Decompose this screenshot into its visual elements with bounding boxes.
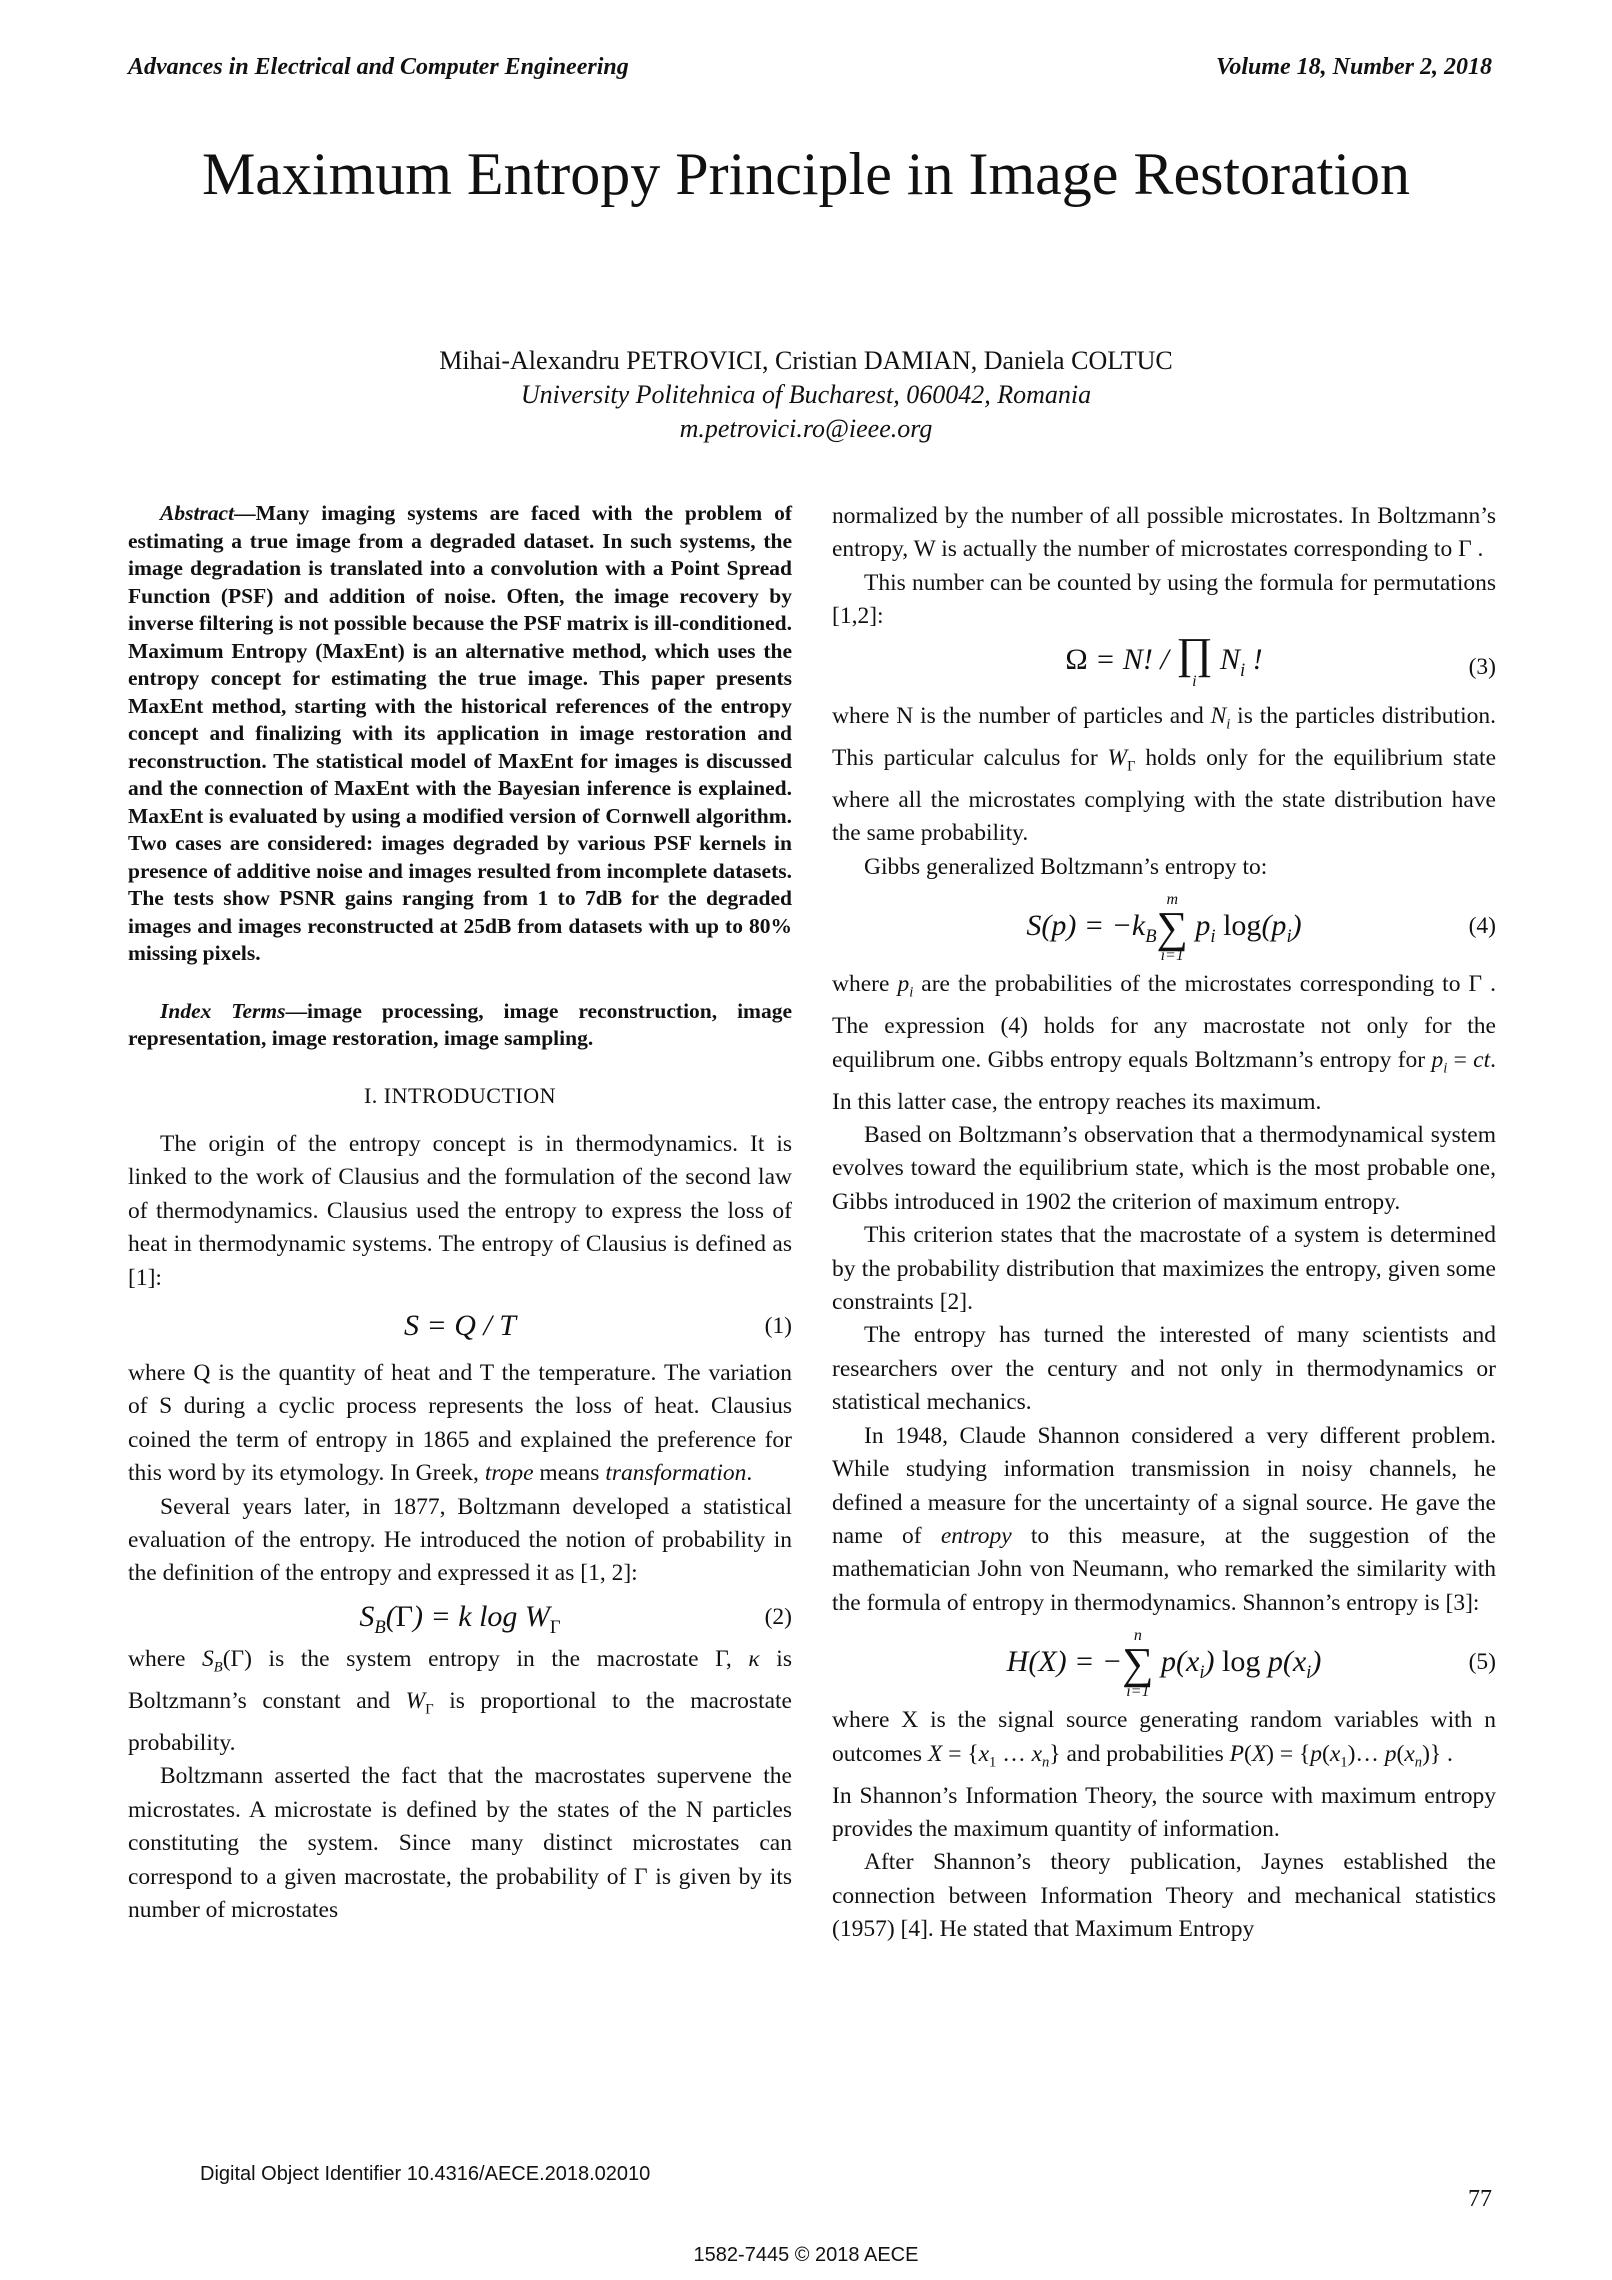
equation-number: (2) [764, 1603, 792, 1630]
paragraph: Gibbs generalized Boltzmann’s entropy to: [864, 853, 1268, 880]
author-block [150, 344, 1462, 446]
paragraph: normalized by the number of all possible microstates. In Boltzmann’s entropy, W is actually the number of microstates corresponding to Γ . [832, 503, 1496, 563]
paragraph: where $S_B(\Gamma)$ is the system entropy in the macrostate Γ, κ is Boltzmann’s constant and $W_\Gamma$ is proportional to the macrostate probability. [128, 1645, 792, 1756]
paragraph: where $p_i$ are the probabilities of the microstates corresponding to Γ . The expression (4) holds for any macrostate not only for the equilibrum one. Gibbs entropy equals Boltzmann’s entropy for $p_i$ = ct. In this latter case, the entropy reaches its maximum. [832, 971, 1496, 1115]
paragraph: The entropy has turned the interested of many scientists and researchers over the century and not only in thermodynamics or statistical mechanics. [832, 1322, 1496, 1416]
paragraph: Based on Boltzmann’s observation that a thermodynamical system evolves toward the equilibrium state, which is the most probable one, Gibbs introduced in 1902 the criterion of maximum entropy. [832, 1122, 1496, 1215]
doi: Digital Object Identifier 10.4316/AECE.2018.02010 [200, 2163, 651, 2185]
right-column [832, 500, 1496, 1947]
page-number: 77 [1468, 2186, 1492, 2212]
equation-number: (3) [1468, 653, 1496, 680]
abstract [128, 500, 792, 968]
paragraph: This criterion states that the macrostate of a system is determined by the probability distribution that maximizes the entropy, given some constraints [2]. [832, 1222, 1496, 1316]
equation-number: (1) [764, 1312, 792, 1339]
equation-4 [832, 884, 1496, 968]
paragraph: In 1948, Claude Shannon considered a very different problem. While studying information transmission in noisy channels, he defined a measure for the uncertainty of a signal source. He gave the name of entropy to this measure, at the suggestion of the mathematician John von Neumann, who remarked the similarity with the formula of entropy in thermodynamics. Shannon’s entropy is [3]: [832, 1422, 1496, 1616]
equation-3 [832, 628, 1496, 700]
index-terms-lead: Index Terms [160, 998, 286, 1023]
author-names: Mihai-Alexandru PETROVICI, Cristian DAMIAN, Daniela COLTUC [439, 346, 1173, 375]
paragraph: where N is the number of particles and $N_i$ is the particles distribution. This particular calculus for $W_\Gamma$ holds only for the equilibrium state where all the microstates complying with the state distribution have the same probability. [832, 702, 1496, 847]
paragraph: The origin of the entropy concept is in thermodynamics. It is linked to the work of Clausius and the formulation of the second law of thermodynamics. Clausius used the entropy to express the loss of heat in thermodynamic systems. The entropy of Clausius is defined as [1]: [128, 1130, 792, 1291]
equation-body: H(X) = − n ∑ i=1 $p(x_i)$ $\log p(x_i)$ [1006, 1627, 1322, 1701]
equation-5 [832, 1620, 1496, 1704]
abstract-lead: Abstract [160, 501, 235, 525]
abstract-text: —Many imaging systems are faced with the problem of estimating a true image from a degraded dataset. In such systems, the image degradation is translated into a convolution with a Point Spread Function (PSF) and addition of noise. Often, the image recovery by inverse filtering is not possible because the PSF matrix is ill-conditioned. Maximum Entropy (MaxEnt) is an alternative method, which uses the entropy concept for estimating the true image. This paper presents MaxEnt method, starting with the historical references of the entropy concept and finalizing with its application in image restoration and reconstruction. The statistical model of MaxEnt for images is discussed and the connection of MaxEnt with the Bayesian inference is explained. MaxEnt is evaluated by using a modified version of Cornwell algorithm. Two cases are considered: images degraded by various PSF kernels in presence of additive noise and images resulted from incomplete datasets. The tests show PSNR gains ranging from 1 to 7dB for the degraded images and images reconstructed at 25dB from datasets with up to 80% missing pixels. [128, 501, 792, 965]
paper-title: Maximum Entropy Principle in Image Restoration [201, 141, 1411, 207]
issn: 1582-7445 © 2018 AECE [693, 2244, 919, 2266]
paragraph: where Q is the quantity of heat and T the temperature. The variation of S during a cyclic process represents the loss of heat. Clausius coined the term of entropy in 1865 and explained the preference for this word by its etymology. In Greek, trope means transformation. [128, 1359, 792, 1487]
equation-body: S = Q / T [404, 1308, 516, 1342]
section-heading: I. INTRODUCTION [363, 1082, 557, 1108]
paragraph: Several years later, in 1877, Boltzmann developed a statistical evaluation of the entropy. He introduced the notion of probability in the definition of the entropy and expressed it as [1, 2]: [128, 1493, 792, 1587]
equation-body: Ω = N! / ∏ i $N_i$ ! [1065, 628, 1263, 690]
index-terms [128, 998, 792, 1053]
equation-number: (5) [1468, 1649, 1496, 1676]
affiliation: University Politehnica of Bucharest, 060042, Romania [520, 380, 1092, 409]
index-terms-text: —image processing, image reconstruction, image representation, image restoration, image sampling. [128, 998, 793, 1050]
paragraph: After Shannon’s theory publication, Jaynes established the connection between Information Theory and mechanical statistics (1957) [4]. He stated that Maximum Entropy [832, 1849, 1496, 1943]
paragraph: where X is the signal source generating random variables with n outcomes $X = \{x_1$ … $x_n$} and probabilities $P(X) = \{p(x_1)\dots$ $p(x_n)$} . [832, 1707, 1496, 1771]
equation-body: $S_B(\Gamma) = k$ $\log W_\Gamma$ [359, 1599, 561, 1638]
equation-2 [128, 1591, 792, 1643]
equation-1 [128, 1295, 792, 1357]
paragraph: Boltzmann asserted the fact that the macrostates supervene the microstates. A microstate is defined by the states of the N particles constituting the system. Since many distinct microstates can correspond to a given macrostate, the probability of Γ is given by its number of microstates [128, 1763, 792, 1923]
author-email: m.petrovici.ro@ieee.org [679, 414, 933, 443]
paragraph: In Shannon’s Information Theory, the source with maximum entropy provides the maximum quantity of information. [832, 1782, 1496, 1843]
paragraph: This number can be counted by using the formula for permutations [1,2]: [832, 569, 1496, 630]
equation-body: $S(p) = -k_B$ m ∑ i=1 $p_i$ $\log(p_i)$ [1026, 891, 1302, 965]
left-column [128, 500, 792, 1927]
volume-info: Volume 18, Number 2, 2018 [1215, 54, 1492, 80]
journal-name: Advances in Electrical and Computer Engineering [128, 54, 629, 80]
equation-number: (4) [1468, 913, 1496, 940]
